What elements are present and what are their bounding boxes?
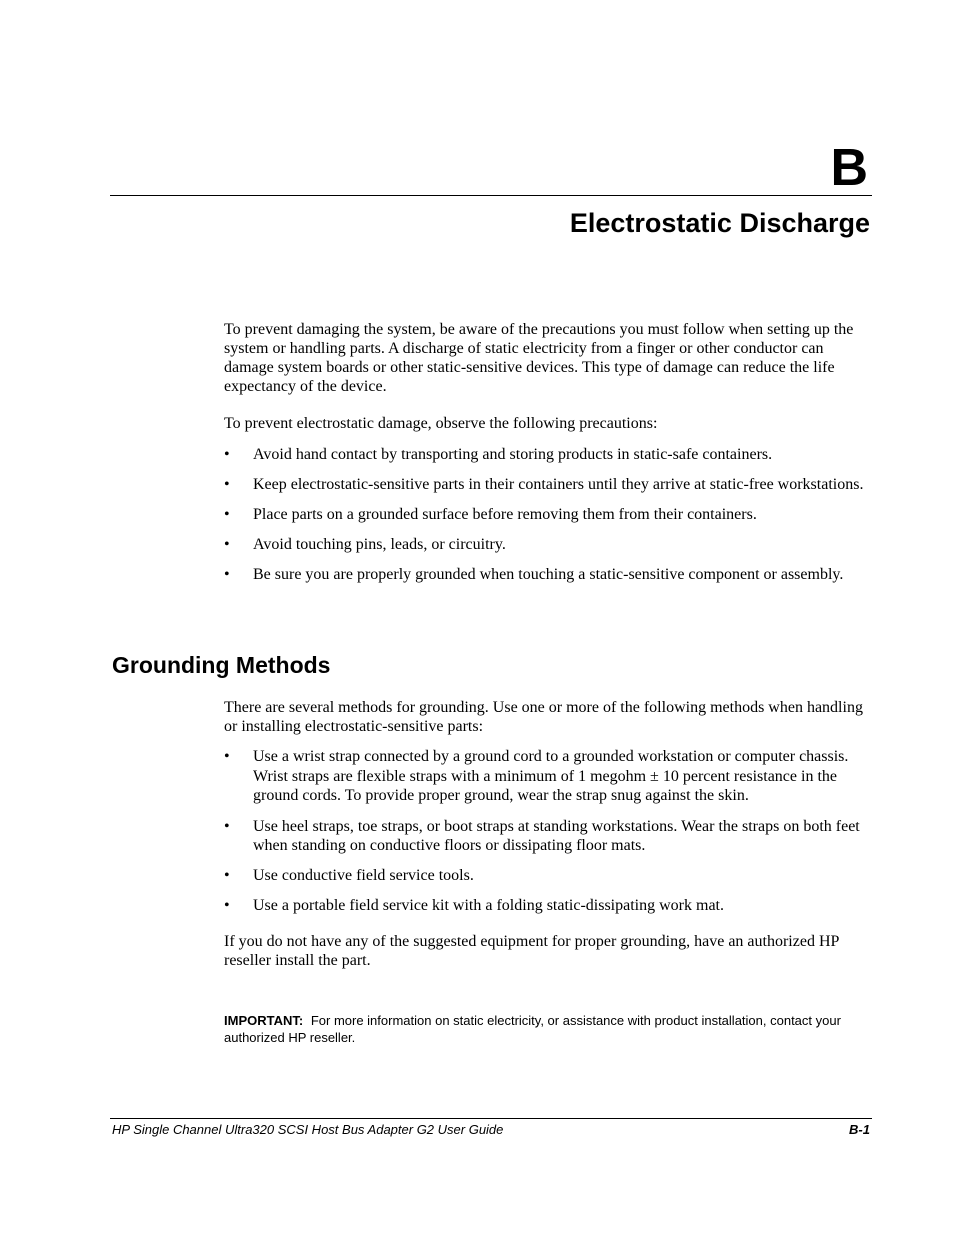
bullet-icon: • [224, 818, 230, 836]
precautions-list [224, 445, 869, 584]
list-item [224, 565, 869, 584]
page-number: B-1 [849, 1122, 870, 1137]
bullet-icon: • [224, 867, 230, 885]
important-text: For more information on static electricity, or assistance with product installation, contact your authorized HP reseller. [224, 1013, 841, 1045]
bullet-icon: • [224, 566, 230, 583]
important-note [224, 1012, 874, 1046]
footer-rule [110, 1118, 872, 1119]
grounding-intro: There are several methods for grounding. Use one or more of the following methods when handling or installing electrostatic-sensitive parts: [224, 699, 863, 735]
bullet-icon: • [224, 476, 230, 493]
grounding-block [224, 698, 869, 970]
list-item [224, 445, 869, 464]
list-item-text: Use a portable field service kit with a folding static-dissipating work mat. [253, 897, 724, 915]
appendix-letter: B [830, 139, 868, 197]
list-item-text: Keep electrostatic-sensitive parts in their containers until they arrive at static-free workstations. [253, 476, 864, 493]
header-rule [110, 195, 872, 196]
footer-title: HP Single Channel Ultra320 SCSI Host Bus Adapter G2 User Guide [112, 1122, 504, 1137]
bullet-icon: • [224, 748, 230, 765]
bullet-icon: • [224, 897, 230, 915]
intro-paragraph: To prevent damaging the system, be aware of the precautions you must follow when setting up the system or handling parts. A discharge of static electricity from a finger or other conductor can damage system boards or other static-sensitive devices. This type of damage can reduce the life expectancy of the device. [224, 321, 854, 395]
list-item [224, 535, 869, 554]
list-item-text: Use conductive field service tools. [253, 867, 474, 885]
precautions-lead: To prevent electrostatic damage, observe the following precautions: [224, 415, 658, 432]
list-item-text: Use heel straps, toe straps, or boot straps at standing workstations. Wear the straps on both feet when standing on conductive floors or dissipating floor mats. [253, 818, 860, 855]
bullet-icon: • [224, 446, 230, 463]
list-item-text: Avoid hand contact by transporting and storing products in static-safe containers. [253, 446, 773, 463]
list-item [224, 817, 869, 855]
chapter-title: Electrostatic Discharge [569, 208, 870, 238]
list-item-text: Place parts on a grounded surface before removing them from their containers. [253, 506, 757, 523]
list-item-text: Use a wrist strap connected by a ground cord to a grounded workstation or computer chassis. Wrist straps are flexible straps with a minimum of 1 megohm ± 10 percent resistance in the ground cords. To provide proper ground, wear the strap snug against the skin. [253, 748, 849, 805]
list-item [224, 505, 869, 524]
grounding-closing: If you do not have any of the suggested equipment for proper grounding, have an authorized HP reseller install the part. [224, 933, 839, 970]
list-item-text: Be sure you are properly grounded when touching a static-sensitive component or assembly. [253, 566, 844, 583]
list-item [224, 896, 869, 915]
grounding-methods-list [224, 747, 869, 915]
list-item [224, 866, 869, 885]
bullet-icon: • [224, 506, 230, 523]
bullet-icon: • [224, 536, 230, 553]
list-item [224, 747, 869, 806]
list-item [224, 475, 869, 494]
intro-block [224, 320, 869, 584]
important-label: IMPORTANT: [224, 1013, 304, 1028]
list-item-text: Avoid touching pins, leads, or circuitry. [253, 536, 506, 553]
section-heading-grounding: Grounding Methods [112, 652, 331, 678]
